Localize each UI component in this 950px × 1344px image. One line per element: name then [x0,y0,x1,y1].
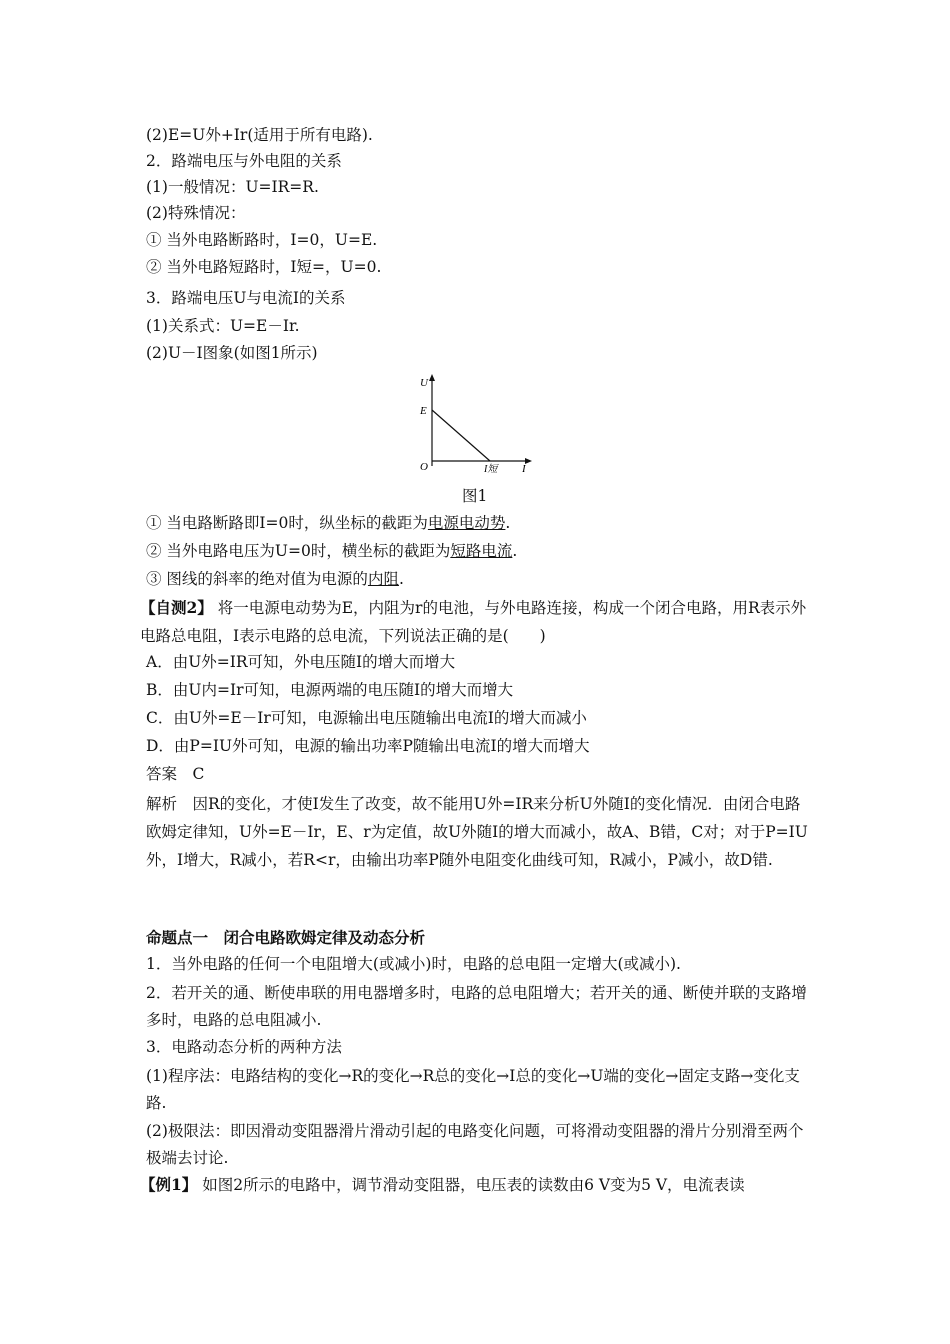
example-text: 如图2所示的电路中，调节滑动变阻器，电压表的读数由6 V变为5 V，电流表读 [202,1176,745,1194]
point-1-prefix: ① 当电路断路即I=0时，纵坐标的截距为 [146,514,428,532]
intercept-label-e: E [420,405,427,417]
answer: 答案 C [146,765,205,783]
point-1-suffix: . [505,514,511,532]
origin-label: O [420,461,428,473]
selftest-question [140,594,814,650]
text-line: ② 当外电路短路时，I短=，U=0. [146,258,382,276]
x-axis-arrow [525,458,532,464]
selftest-tag: 【自测2】 [140,598,213,617]
figure-caption: 图1 [462,487,488,505]
u-i-line [432,410,490,461]
option-b: B．由U内=Ir可知，电源两端的电压随I的增大而增大 [146,681,514,699]
text-line: (1)关系式：U=E－Ir. [146,317,300,335]
example-line [140,1174,745,1196]
section-item: (1)程序法：电路结构的变化→R的变化→R总的变化→I总的变化→U端的变化→固定支路→变化支路. [146,1067,800,1112]
u-i-graph [418,372,534,478]
section-item: 3．电路动态分析的两种方法 [146,1038,342,1056]
text-line: (2)特殊情况： [146,204,246,222]
point-3-suffix: . [398,570,404,588]
option-c: C．由U外=E－Ir可知，电源输出电压随输出电流I的增大而减小 [146,709,587,727]
analysis: 解析 因R的变化，才使I发生了改变，故不能用U外=IR来分析U外随I的变化情况．由闭合电路欧姆定律知，U外=E－Ir，E、r为定值，故U外随I的增大而减小，故A、B错，C对；对于P=IU外，I增大，R减小，若R<r，由输出功率P随外电阻变化曲线可知，R减小，P减小，故D错. [146,795,808,869]
section-item: 1．当外电路的任何一个电阻增大(或减小)时，电路的总电阻一定增大(或减小). [146,955,681,973]
point-2-prefix: ② 当外电路电压为U=0时，横坐标的截距为 [146,542,451,560]
point-2 [146,540,517,562]
point-1 [146,512,510,534]
point-2-suffix: . [512,542,518,560]
text-line: (1)一般情况：U=IR=R. [146,178,319,196]
text-line: ① 当外电路断路时，I=0，U=E. [146,231,378,249]
section-title: 命题点一 闭合电路欧姆定律及动态分析 [146,928,426,947]
point-1-term: 电源电动势 [427,514,506,532]
axis-label-u: U [420,377,428,389]
point-3 [146,568,404,590]
example-tag: 【例1】 [140,1175,198,1194]
section-item: 2．若开关的通、断使串联的用电器增多时，电路的总电阻增大；若开关的通、断使并联的支路增多时，电路的总电阻减小. [146,984,807,1029]
section-item: (2)极限法：即因滑动变阻器滑片滑动引起的电路变化问题，可将滑动变阻器的滑片分别滑至两个极端去讨论. [146,1122,804,1167]
point-3-prefix: ③ 图线的斜率的绝对值为电源的 [146,570,368,588]
point-2-term: 短路电流 [450,542,513,560]
point-3-term: 内阻 [367,570,399,588]
selftest-question-text: 将一电源电动势为E，内阻为r的电池，与外电路连接，构成一个闭合电路，用R表示外电路总电阻，I表示电路的总电流，下列说法正确的是( ) [140,599,807,645]
option-d: D．由P=IU外可知，电源的输出功率P随输出电流I的增大而增大 [146,737,590,755]
y-axis-arrow [429,374,435,381]
text-line: (2)E=U外+Ir(适用于所有电路). [146,126,373,144]
axis-label-i: I [522,463,526,475]
text-line: (2)U－I图象(如图1所示) [146,344,318,362]
text-line: 2．路端电压与外电阻的关系 [146,152,342,170]
text-line: 3．路端电压U与电流I的关系 [146,289,346,307]
option-a: A．由U外=IR可知，外电压随I的增大而增大 [146,653,456,671]
intercept-label-isc: I短 [484,464,498,475]
